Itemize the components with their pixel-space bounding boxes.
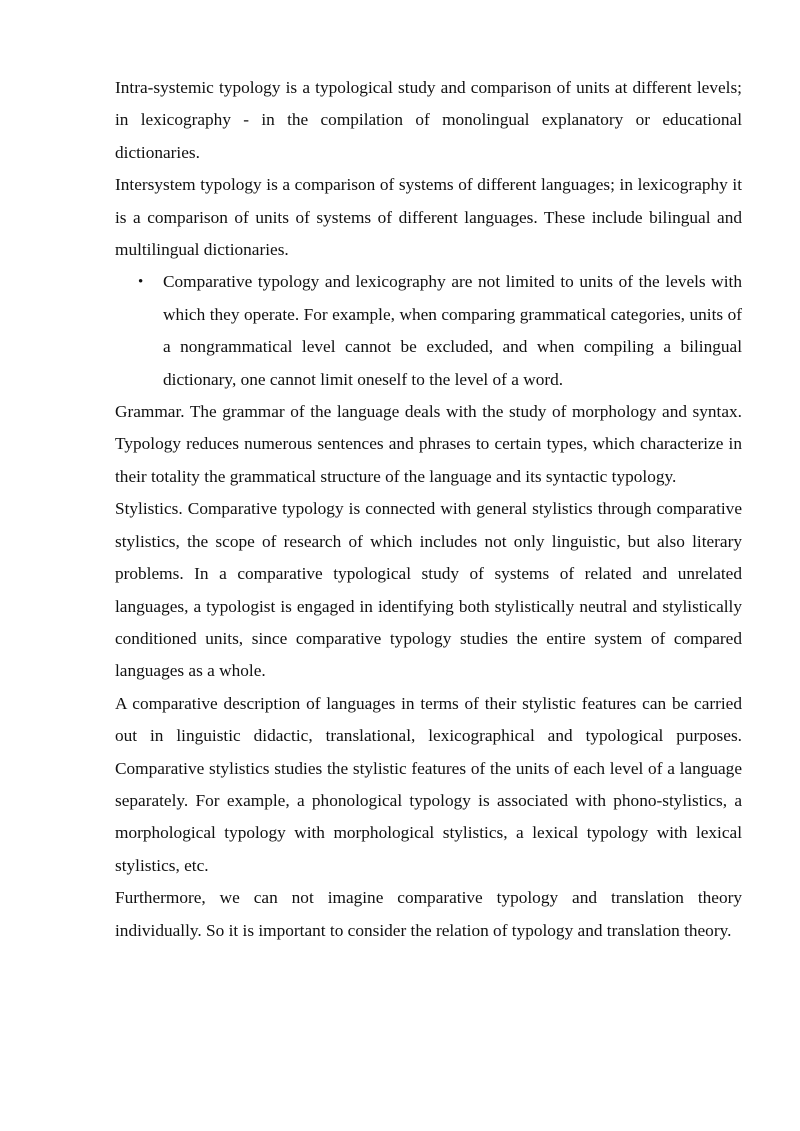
paragraph-comparative-description: A comparative description of languages in terms of their stylistic features can be carried out in linguistic didactic, translational, lexicographical and typological purposes. Comparative stylistics studies the stylistic features of the units of each level of a language separately. For example, a phonological typology is associated with phono-stylistics, a morphological typology with morphological stylistics, a lexical typology with lexical stylistics, etc. bbox=[115, 693, 742, 875]
bullet-marker-icon: • bbox=[138, 274, 144, 291]
paragraph-stylistics: Stylistics. Comparative typology is connected with general stylistics through comparative stylistics, the scope of research of which includes not only linguistic, but also literary problems. In a comparative typological study of systems of related and unrelated languages, a typologist is engaged in identifying both stylistically neutral and stylistically conditioned units, since comparative typology studies the entire system of compared languages as a whole. bbox=[115, 499, 742, 681]
bullet-item-comparative-typology bbox=[115, 266, 742, 396]
paragraph-translation-theory: Furthermore, we can not imagine comparative typology and translation theory individually. So it is important to consider the relation of typology and translation theory. bbox=[115, 888, 742, 940]
paragraph-grammar: Grammar. The grammar of the language deals with the study of morphology and syntax. Typology reduces numerous sentences and phrases to certain types, which characterize in their totality the grammatical structure of the language and its syntactic typology. bbox=[115, 402, 742, 486]
paragraph-intra-systemic-typology: Intra-systemic typology is a typological study and comparison of units at different levels; in lexicography - in the compilation of monolingual explanatory or educational dictionaries. bbox=[115, 78, 742, 162]
bullet-list bbox=[115, 266, 742, 396]
bullet-item-text: Comparative typology and lexicography are not limited to units of the levels with which they operate. For example, when comparing grammatical categories, units of a nongrammatical level cannot be excluded, and when compiling a bilingual dictionary, one cannot limit oneself to the level of a word. bbox=[163, 272, 742, 389]
paragraph-intersystem-typology: Intersystem typology is a comparison of systems of different languages; in lexicography it is a comparison of units of systems of different languages. These include bilingual and multilingual dictionaries. bbox=[115, 175, 742, 260]
document-page bbox=[115, 72, 742, 947]
